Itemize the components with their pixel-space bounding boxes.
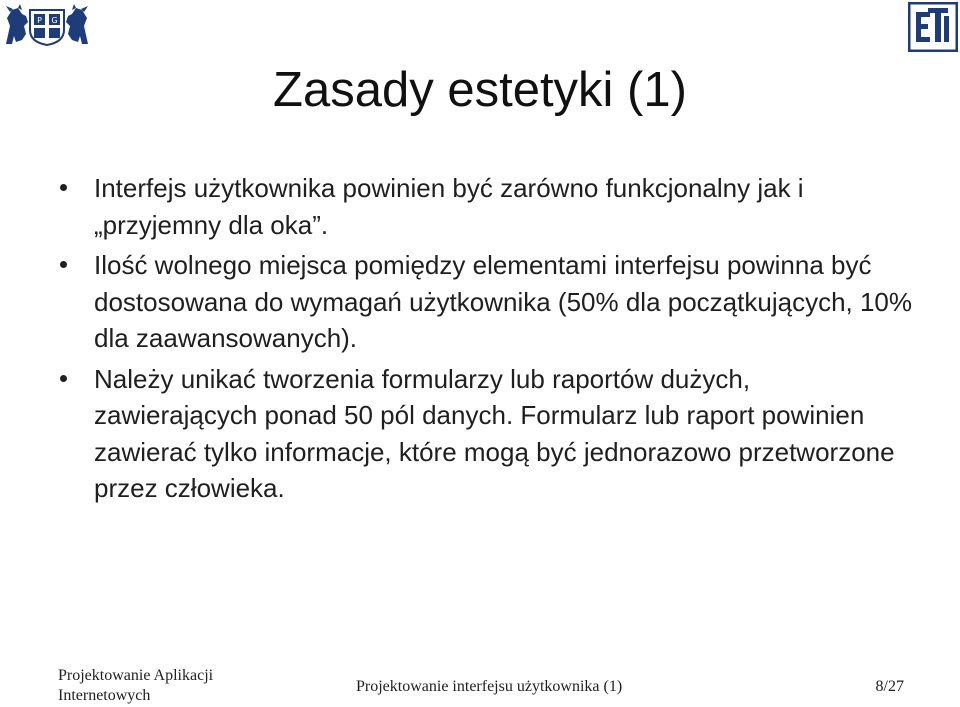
footer-page-number: 8/27 [875,678,904,695]
footer-course-name [58,666,213,706]
bullet-icon [60,184,67,191]
bullet-icon [60,375,67,382]
bullet-item [56,170,916,243]
bullet-text: Interfejs użytkownika powinien być zarówno funkcjonalny jak i „przyjemny dla oka”. [94,173,804,240]
svg-text:G: G [51,16,58,25]
bullet-text: Ilość wolnego miejsca pomiędzy elementami interfejsu powinna być dostosowana do wymagań użytkownika (50% dla początkujących, 10% dla zaawansowanych). [94,250,913,353]
bullet-text: Należy unikać tworzenia formularzy lub raportów dużych, zawierających ponad 50 pól danych. Formularz lub raport powinien zawierać tylko informacje, które mogą być jednorazowo przetworzone przez człowieka. [94,363,895,503]
university-crest-icon [4,4,90,46]
eti-faculty-logo-icon [908,2,958,52]
bullet-item [56,247,916,357]
bullet-icon [60,261,67,268]
slide-title: Zasady estetyki (1) [273,63,687,117]
footer-lecture-title: Projektowanie interfejsu użytkownika (1) [356,678,623,695]
bullet-item [56,361,916,507]
footer-course-line1: Projektowanie Aplikacji [58,667,214,684]
bullet-list [56,170,916,511]
svg-text:P: P [37,16,42,25]
footer-course-line2: Internetowych [58,687,151,704]
